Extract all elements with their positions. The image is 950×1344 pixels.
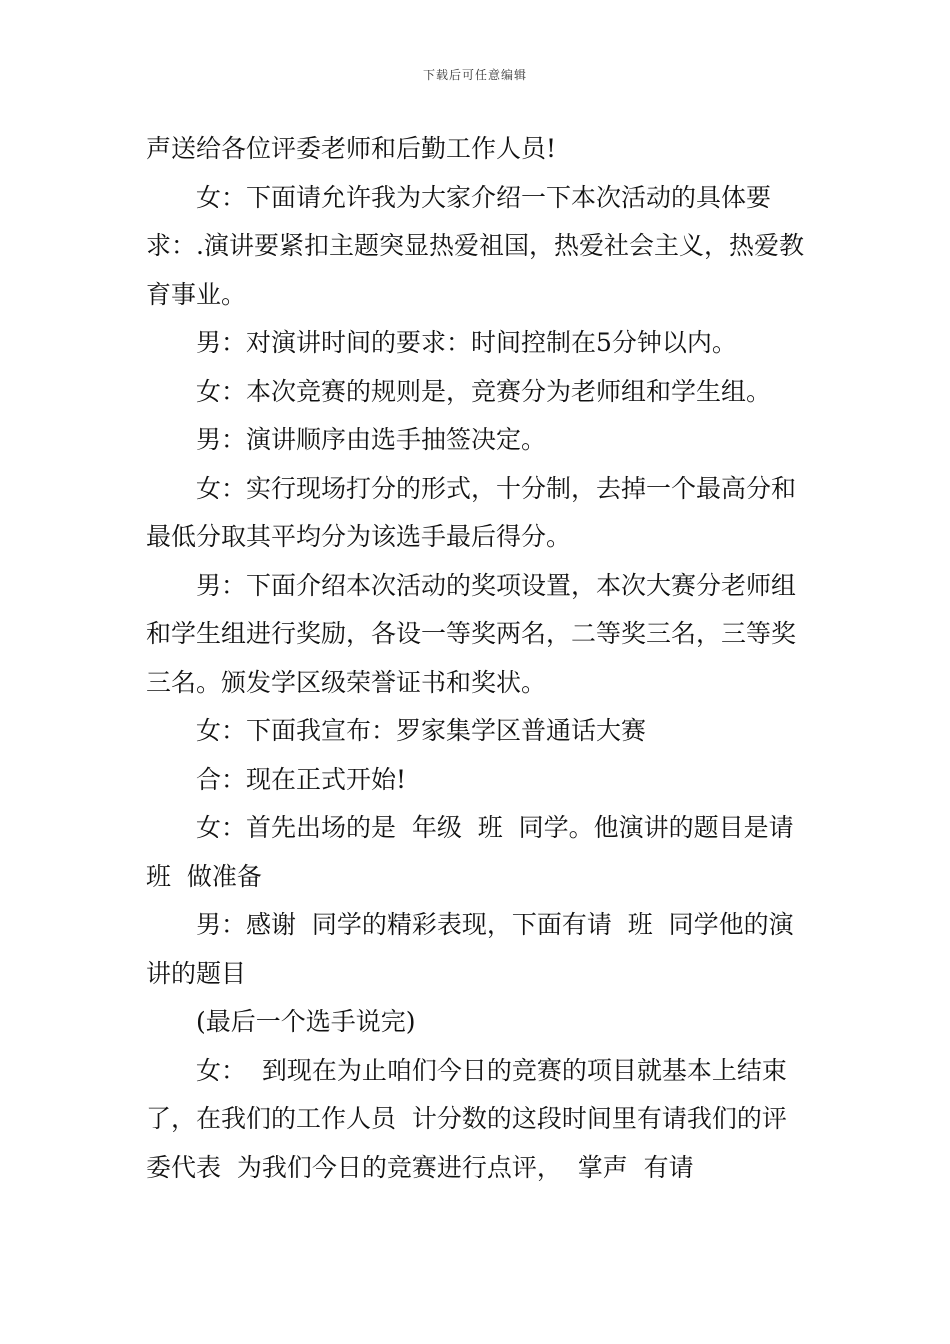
paragraph-9: 合：现在正式开始! <box>196 764 407 794</box>
paragraph-11: 男：感谢 同学的精彩表现，下面有请 班 同学他的演讲的题目 <box>146 910 794 988</box>
paragraph-6: 女：实行现场打分的形式，十分制，去掉一个最高分和最低分取其平均分为该选手最后得分。 <box>146 473 797 551</box>
paragraph-10: 女：首先出场的是 年级 班 同学。他演讲的题目是请班 做准备 <box>146 813 794 891</box>
paragraph-3: 男：对演讲时间的要求：时间控制在5分钟以内。 <box>196 328 737 357</box>
paragraph-4: 女：本次竞赛的规则是，竞赛分为老师组和学生组。 <box>196 376 772 406</box>
paragraph-2: 女：下面请允许我为大家介绍一下本次活动的具体要求：.演讲要紧扣主题突显热爱祖国，热爱社会主义，热爱教育事业。 <box>146 182 804 309</box>
paragraph-12: (最后一个选手说完) <box>196 1007 416 1036</box>
page-header: 下载后可任意编辑 <box>422 68 527 82</box>
document-body <box>146 125 808 1192</box>
paragraph-7: 男：下面介绍本次活动的奖项设置，本次大赛分老师组和学生组进行奖励，各设一等奖两名，二等奖三名，三等奖三名。颁发学区级荣誉证书和奖状。 <box>146 570 797 697</box>
paragraph-8: 女：下面我宣布：罗家集学区普通话大赛 <box>196 716 647 745</box>
paragraph-5: 男：演讲顺序由选手抽签决定。 <box>196 425 547 454</box>
paragraph-1: 声送给各位评委老师和后勤工作人员! <box>146 134 557 163</box>
paragraph-13: 女： 到现在为止咱们今日的竞赛的项目就基本上结束了，在我们的工作人员 计分数的这段时间里有请我们的评委代表 为我们今日的竞赛进行点评， 掌声 有请 <box>146 1055 787 1182</box>
